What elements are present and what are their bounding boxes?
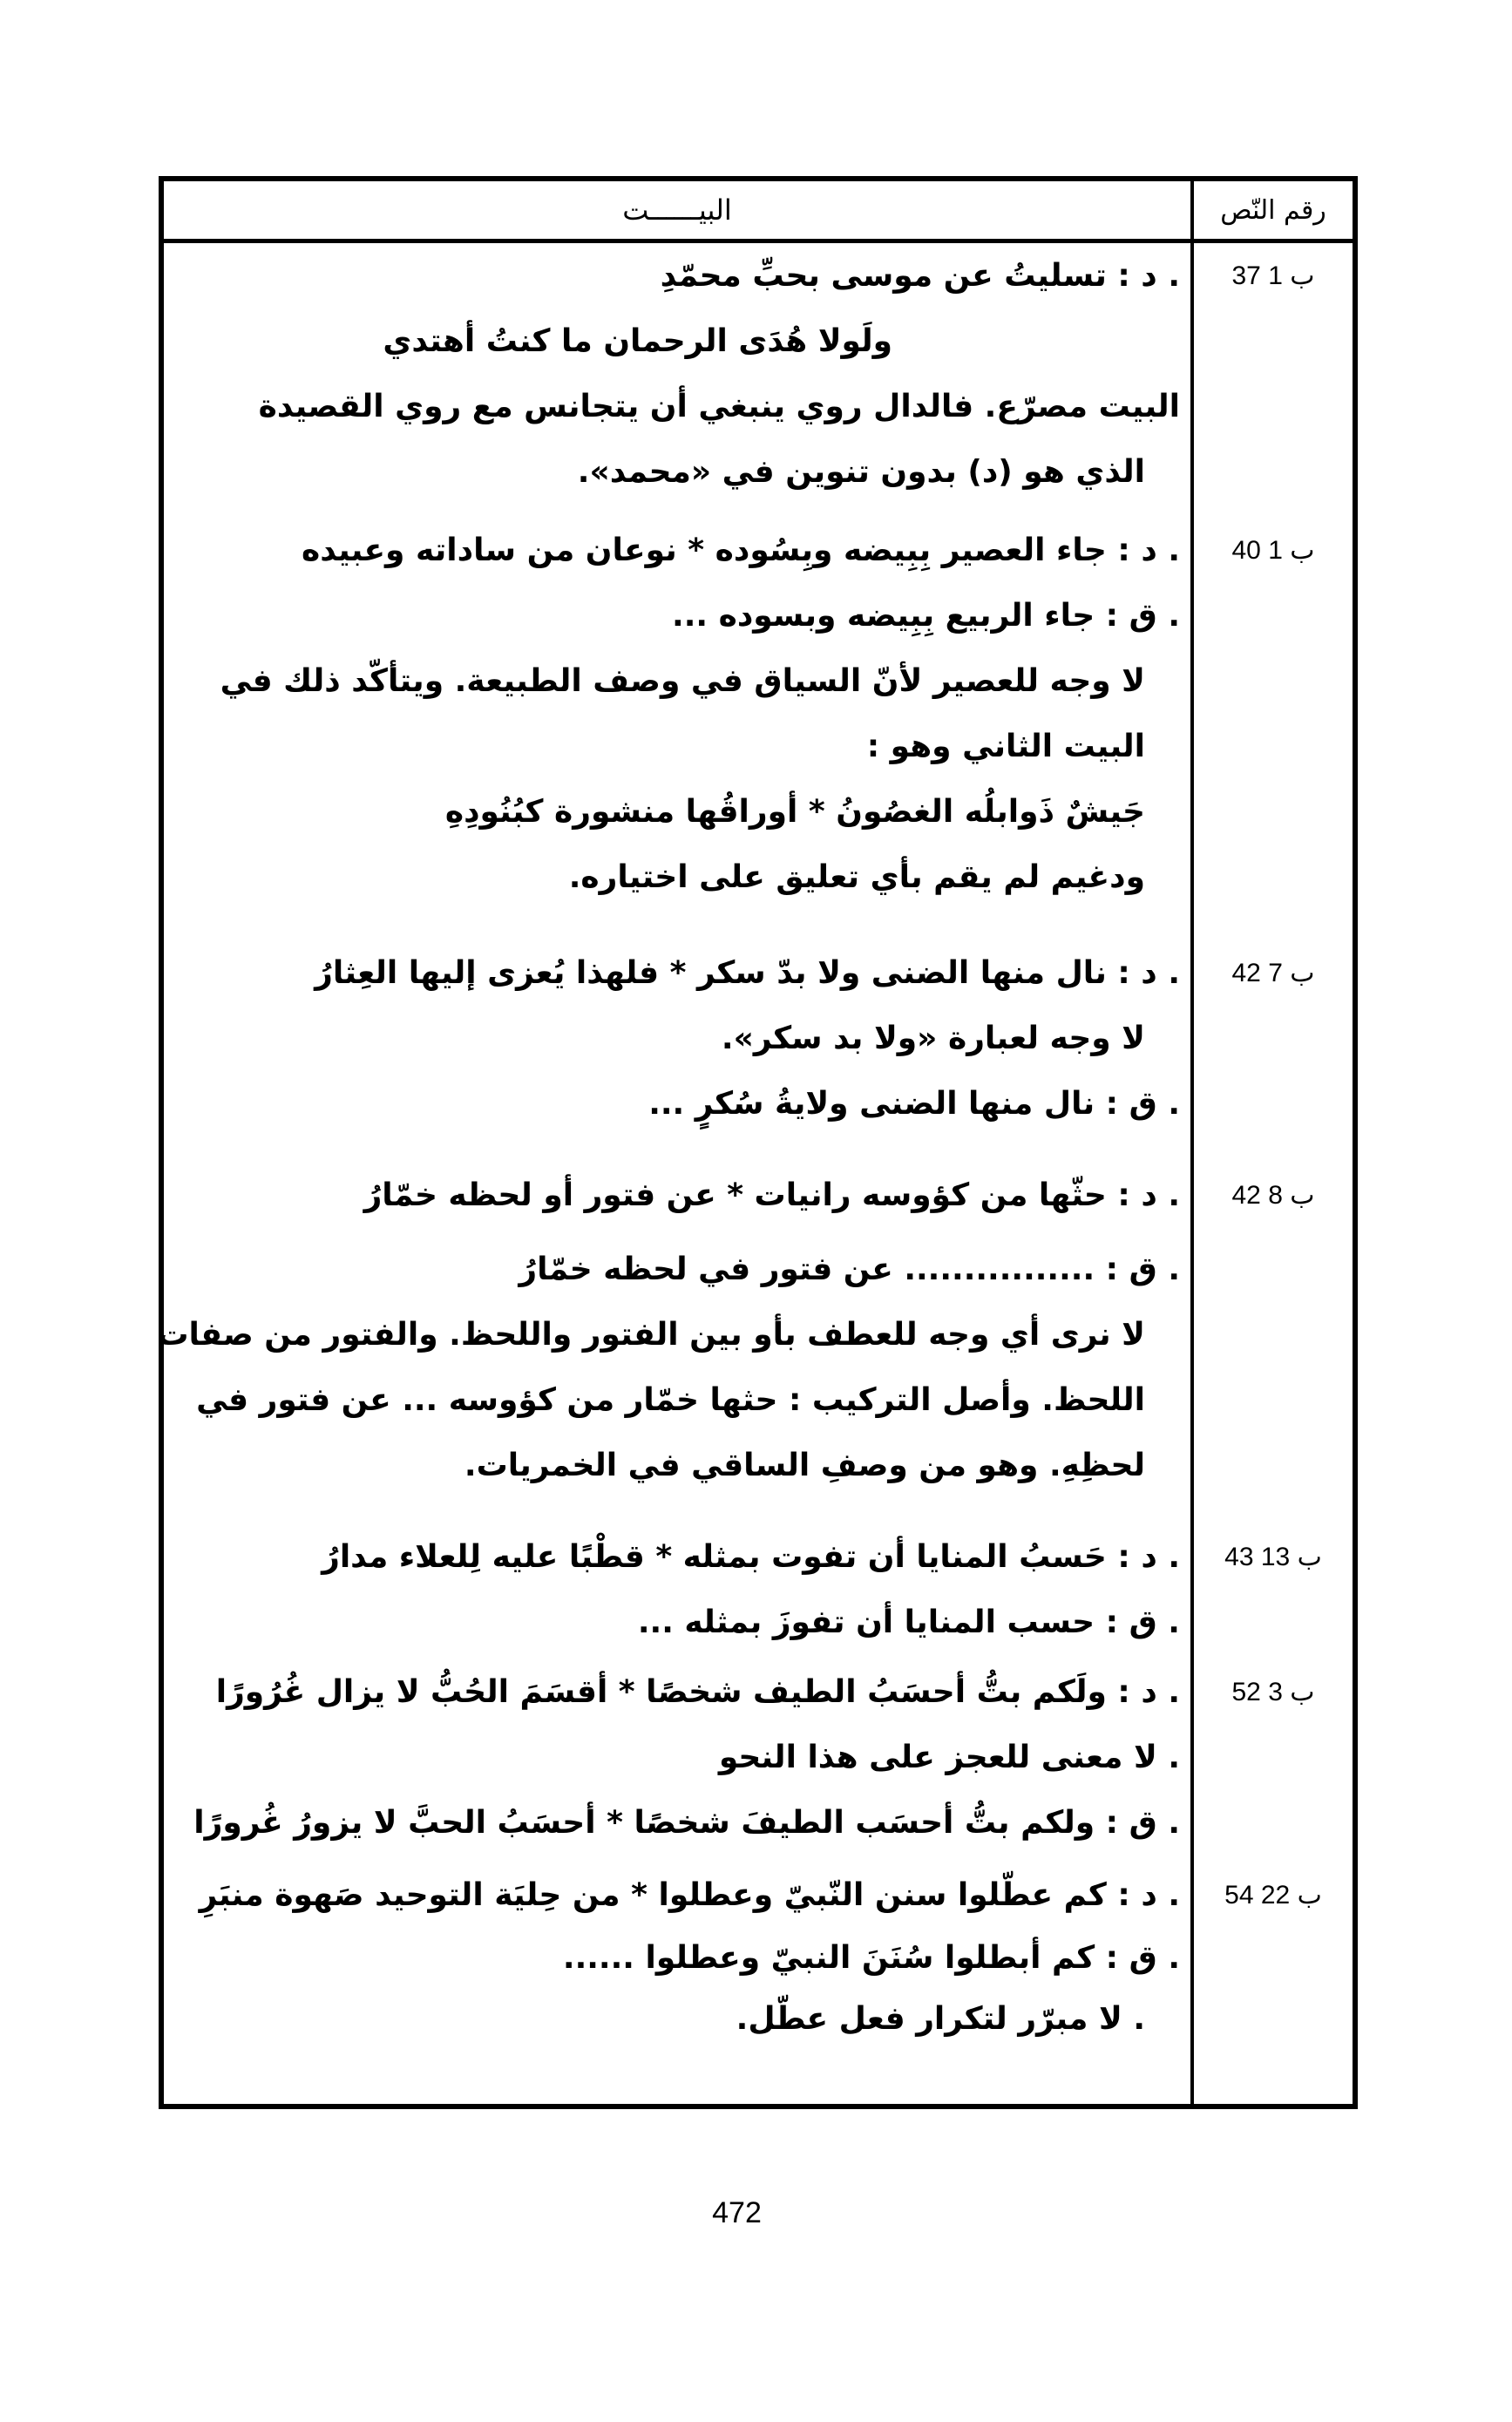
verse-line-d: . د : حَسبُ المنايا أن تفوت بمثله * قطْبًا عليه لِلعلاء مدارُ <box>322 1539 1180 1575</box>
commentary-line: البيت الثاني وهو : <box>866 729 1145 764</box>
table-body <box>157 243 1353 2104</box>
commentary-line: لحظِهِ. وهو من وصفِ الساقي في الخمريات. <box>464 1448 1145 1483</box>
verse-cell <box>180 243 1180 505</box>
verse-line-q: . ق : ولكم بتُّ أحسَب الطيفَ شخصًا * أحسَبُ الحبَّ لا يزورُ غُرورًا <box>193 1805 1180 1841</box>
text-number: 43 ب 13 <box>1224 1543 1322 1571</box>
comparison-table <box>159 176 1358 2109</box>
verse-line-d-second-hemistich: ولَولا هُدَى الرحمان ما كنتُ أهتدي <box>383 323 892 359</box>
quoted-verse-line: جَيشٌ ذَوابلُه الغصُونُ * أوراقُها منشورة كبُنُودِهِ <box>444 794 1145 830</box>
verse-line-d: . د : نال منها الضنى ولا بدّ سكر * فلهذا يُعزى إليها العِثارُ <box>315 955 1180 991</box>
commentary-line: لا وجه للعصير لأنّ السياق في وصف الطبيعة. ويتأكّد ذلك في <box>220 663 1145 699</box>
commentary-line: اللحظ. وأصل التركيب : حثها خمّار من كؤوسه ... عن فتور في <box>196 1382 1145 1418</box>
header-text-number: رقم النّص <box>1220 194 1326 226</box>
verse-line-q: . ق : ................ عن فتور في لحظه خمّارُ <box>519 1252 1180 1287</box>
text-number: 54 ب 22 <box>1224 1881 1322 1910</box>
commentary-line: . لا معنى للعجز على هذا النحو <box>718 1740 1180 1775</box>
verse-line-q: . ق : كم أبطلوا سُنَنَ النبيّ وعطلوا ...... <box>562 1940 1180 1976</box>
verse-cell <box>180 1524 1180 1655</box>
text-number: 40 ب 1 <box>1231 536 1315 565</box>
commentary-line: . لا مبرّر لتكرار فعل عطّل. <box>736 2001 1145 2037</box>
verse-line-d: . د : تسليتُ عن موسى بحبِّ محمّدِ <box>660 258 1180 294</box>
verse-line-q: . ق : جاء الربيع بِبِيضه وبسوده ... <box>672 598 1180 634</box>
text-number: 52 ب 3 <box>1231 1678 1315 1706</box>
commentary-line: البيت مصرّع. فالدال روي ينبغي أن يتجانس مع روي القصيدة <box>258 389 1180 424</box>
verse-line-d: . د : جاء العصير بِبِيضه وبِسُوده * نوعان من ساداته وعبيده <box>302 533 1180 568</box>
verse-line-d: . د : حثّها من كؤوسه رانيات * عن فتور أو لحظه خمّارُ <box>363 1177 1180 1213</box>
verse-line-q: . ق : حسب المنايا أن تفوزَ بمثله ... <box>637 1604 1180 1640</box>
text-number: 42 ب 8 <box>1231 1181 1315 1210</box>
verse-line-d: . د : كم عطّلوا سنن النّبيّ وعطلوا * من حِليَة التوحيد صَهوة منبَرِ <box>199 1877 1180 1913</box>
header-verse: البيــــــت <box>622 193 732 227</box>
verse-cell <box>180 940 1180 1136</box>
commentary-line: لا نرى أي وجه للعطف بأو بين الفتور واللحظ. والفتور من صفات <box>157 1317 1145 1353</box>
verse-line-q: . ق : نال منها الضنى ولايةُ سُكرٍ ... <box>648 1086 1180 1122</box>
verse-cell <box>180 1862 1180 2050</box>
verse-cell <box>157 1163 1180 1498</box>
verse-line-d: . د : ولَكم بتُّ أحسَبُ الطيف شخصًا * أقسَمَ الحُبُّ لا يزال غُرُورًا <box>215 1674 1180 1710</box>
commentary-line: الذي هو (د) بدون تنوين في «محمد». <box>577 454 1145 490</box>
page-number-text: 472 <box>712 2196 762 2229</box>
verse-cell <box>180 518 1180 910</box>
table-header <box>164 181 1353 243</box>
text-number: 42 ب 7 <box>1231 959 1315 987</box>
text-number: 37 ب 1 <box>1231 261 1315 290</box>
page-number <box>0 2196 1512 2230</box>
commentary-line: ودغيم لم يقم بأي تعليق على اختياره. <box>568 859 1145 895</box>
commentary-line: لا وجه لعبارة «ولا بد سكر». <box>721 1021 1145 1056</box>
verse-cell <box>180 1659 1180 1856</box>
